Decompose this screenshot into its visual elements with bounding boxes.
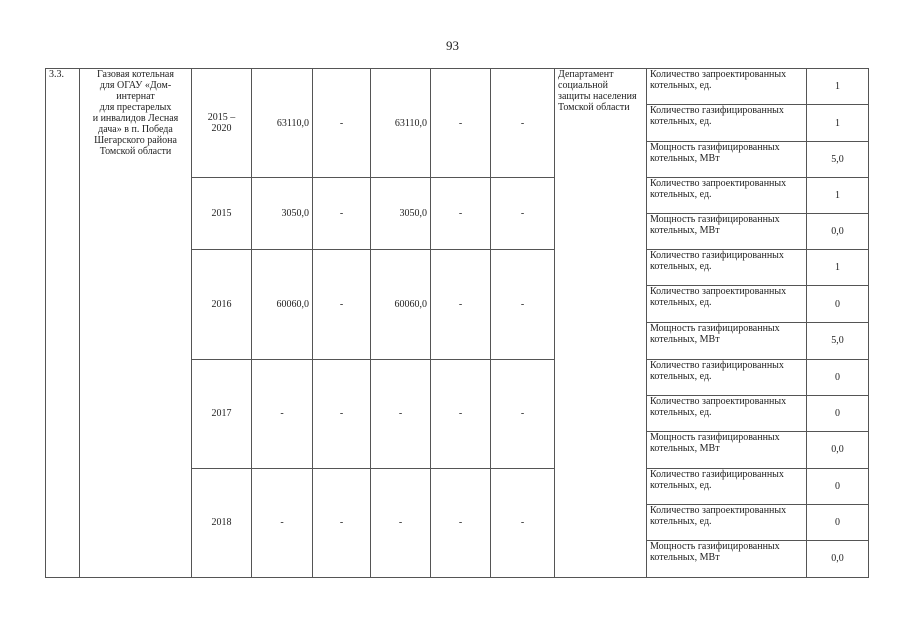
period-year-cell: 2018: [192, 468, 252, 577]
other-cell: -: [491, 468, 555, 577]
other-cell: -: [491, 359, 555, 468]
indicator-label: Количество запроектированных котельных, ед.: [647, 178, 807, 214]
indicator-value: 0,0: [807, 214, 869, 250]
indicator-label: Мощность газифицированных котельных, МВт: [647, 323, 807, 359]
row-number-cell: 3.3.: [46, 69, 80, 578]
table-body: [46, 69, 869, 578]
indicator-value: 0: [807, 468, 869, 504]
period-year-cell: 2016: [192, 250, 252, 359]
indicator-label: Количество газифицированных котельных, ед.: [647, 359, 807, 395]
responsible-cell: Департамент социальной защиты населения Томской области: [555, 69, 647, 578]
indicator-value: 0,0: [807, 431, 869, 468]
regional-cell: -: [371, 359, 431, 468]
local-cell: -: [431, 359, 491, 468]
federal-cell: -: [313, 468, 371, 577]
indicator-value: 1: [807, 69, 869, 105]
local-cell: -: [431, 468, 491, 577]
period-year-cell: 2017: [192, 359, 252, 468]
indicator-label: Количество запроектированных котельных, ед.: [647, 504, 807, 540]
indicator-value: 1: [807, 105, 869, 142]
object-name-cell: Газовая котельная для ОГАУ «Дом- интернат для престарелых и инвалидов Лесная дача» в п. Победа Шегарского района Томской области: [80, 69, 192, 578]
total-cell: 3050,0: [252, 178, 313, 250]
indicator-value: 0: [807, 359, 869, 395]
federal-cell: -: [313, 178, 371, 250]
federal-cell: -: [313, 359, 371, 468]
local-cell: -: [431, 178, 491, 250]
period-year-cell: 2015: [192, 178, 252, 250]
page-number: 93: [446, 38, 459, 53]
regional-cell: -: [371, 468, 431, 577]
indicator-value: 0: [807, 504, 869, 540]
indicator-label: Количество запроектированных котельных, ед.: [647, 286, 807, 323]
regional-cell: 63110,0: [371, 69, 431, 178]
indicator-value: 0,0: [807, 540, 869, 577]
other-cell: -: [491, 178, 555, 250]
federal-cell: -: [313, 69, 371, 178]
local-cell: -: [431, 69, 491, 178]
indicator-label: Мощность газифицированных котельных, МВт: [647, 142, 807, 178]
indicator-label: Количество газифицированных котельных, ед.: [647, 250, 807, 286]
indicator-label: Количество газифицированных котельных, ед.: [647, 105, 807, 142]
indicator-value: 1: [807, 178, 869, 214]
indicator-value: 5,0: [807, 323, 869, 359]
indicator-value: 0: [807, 286, 869, 323]
period-year-cell: 2015 – 2020: [192, 69, 252, 178]
local-cell: -: [431, 250, 491, 359]
indicator-value: 1: [807, 250, 869, 286]
table-row: [46, 69, 869, 105]
indicator-label: Мощность газифицированных котельных, МВт: [647, 540, 807, 577]
other-cell: -: [491, 69, 555, 178]
indicator-value: 0: [807, 395, 869, 431]
indicator-label: Мощность газифицированных котельных, МВт: [647, 214, 807, 250]
indicator-label: Количество газифицированных котельных, ед.: [647, 468, 807, 504]
federal-cell: -: [313, 250, 371, 359]
total-cell: -: [252, 359, 313, 468]
indicator-value: 5,0: [807, 142, 869, 178]
indicator-label: Количество запроектированных котельных, ед.: [647, 69, 807, 105]
indicator-label: Мощность газифицированных котельных, МВт: [647, 431, 807, 468]
total-cell: 60060,0: [252, 250, 313, 359]
total-cell: 63110,0: [252, 69, 313, 178]
other-cell: -: [491, 250, 555, 359]
total-cell: -: [252, 468, 313, 577]
program-table: [45, 68, 869, 578]
regional-cell: 60060,0: [371, 250, 431, 359]
regional-cell: 3050,0: [371, 178, 431, 250]
indicator-label: Количество запроектированных котельных, ед.: [647, 395, 807, 431]
